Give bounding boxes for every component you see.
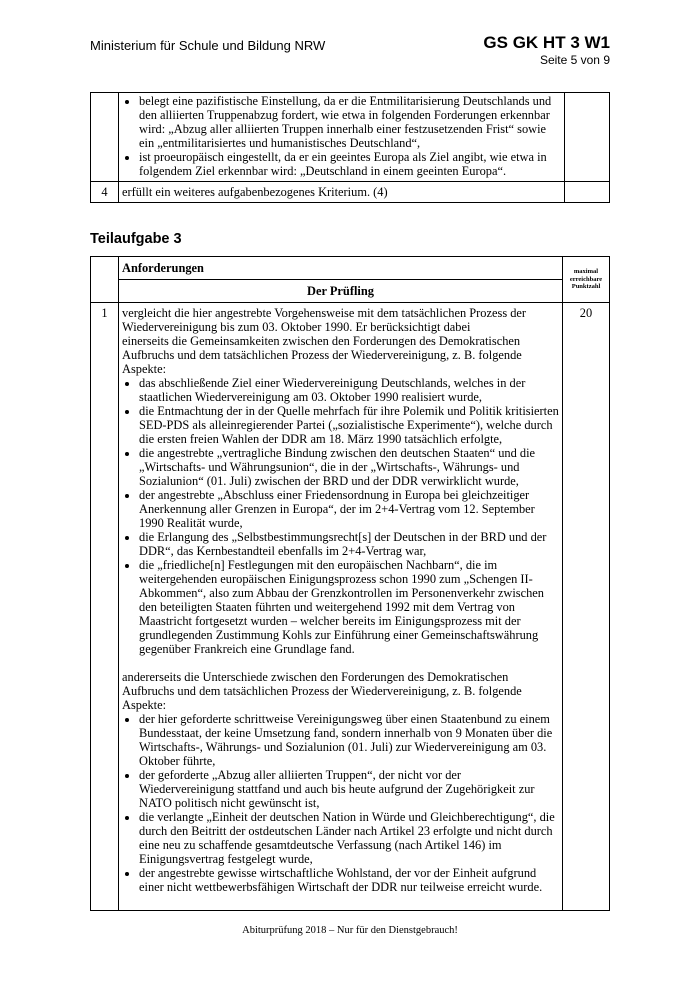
exam-code: GS GK HT 3 W1 [483,33,610,52]
table-header-row [91,257,610,280]
points-cell [565,182,610,203]
list-item: • das abschließende Ziel einer Wiedervereinigung Deutschlands, welches in der staatlichen Wiedervereinigung am 03. Oktober 1990 realisiert wurde, [139,376,559,404]
differences-list [122,712,559,894]
list-item: • belegt eine pazifistische Einstellung, da er die Entmilitarisierung Deutschlands und den alliierten Truppenabzug fordert, wie etwa in folgenden Forderungen erkennbar wird: „Abzug aller alliierten Truppen innerhalb einer festzusetzenden Frist“ sowie ein „entmilitarisiertes und humanistisches Deutschland“, [139,94,561,150]
list-item: • der geforderte „Abzug aller alliierten Truppen“, der nicht vor der Wiedervereinigung stattfand und auch bis heute aufgrund der Zugehörigkeit zur NATO politisch nicht gewünscht ist, [139,768,559,810]
ministry-name: Ministerium für Schule und Bildung NRW [90,38,326,53]
examinee-heading: Der Prüfling [119,280,563,303]
criteria-cell [119,93,565,182]
page-number: Seite 5 von 9 [539,53,610,67]
list-item: • der hier geforderte schrittweise Vereinigungsweg über einen Staatenbund zu einem Bundesstaat, der keine Umsetzung fand, sondern innerhalb von 9 Monaten über die Wirtschafts-, Währungs- und Sozialunion (01. Juli) zur Wiedervereinigung am 03. Oktober führte, [139,712,559,768]
similarities-intro: einerseits die Gemeinsamkeiten zwischen den Forderungen des Demokratischen Aufbruchs und dem tatsächlichen Prozess der Wiedervereinigung, z. B. folgende Aspekte: [122,334,522,376]
list-item: • der angestrebte gewisse wirtschaftliche Wohlstand, der vor der Einheit aufgrund einer nicht wettbewerbsfähigen Wirtschaft der DDR nur teilweise erreicht wurde. [139,866,559,894]
paragraph-spacer [122,656,559,670]
list-item: • ist proeuropäisch eingestellt, da er ein geeintes Europa als Ziel angibt, wie etwa in folgendem Ziel erkennbar wird: „Deutschland in einem geeinten Europa“. [139,150,561,178]
list-item: • die „friedliche[n] Festlegungen mit den europäischen Nachbarn“, die im weitergehenden europäischen Einigungsprozess schon 1990 zum „Schengen II-Abkommen“, also zum Abbau der Grenzkontrollen im Personenverkehr zwischen den beteiligten Staaten führten und weitergehend 1992 mit dem Vertrag von Maastricht fortgesetzt wurden – welcher bereits im Einigungsprozess mit der grundlegenden Zustimmung Kohls zur Einführung einer Gemeinschaftswährung gegenüber Frankreich eine Grundlage fand. [139,558,559,656]
intro-paragraph: vergleicht die hier angestrebte Vorgehensweise mit dem tatsächlichen Prozess der Wiedervereinigung bis zum 03. Oktober 1990. Er berücksichtigt dabei [122,306,527,334]
document-header [483,33,610,68]
section-title: Teilaufgabe 3 [90,231,182,247]
row-number: 4 [91,182,119,203]
footer-note: Abiturprüfung 2018 – Nur für den Dienstgebrauch! [242,925,458,936]
list-item: • die verlangte „Einheit der deutschen Nation in Würde und Gleichberechtigung“, die durch den Beitritt der ostdeutschen Länder nach Artikel 23 erfolgte und nicht durch eine neu zu schaffende gesamtdeutsche Verfassung (nach Artikel 146) im Einigungsvertrag festgelegt wurde, [139,810,559,866]
requirement-text-cell [119,303,563,911]
table-row [91,93,610,182]
criteria-list [122,94,561,178]
table-row [91,182,610,203]
row-number-cell [91,93,119,182]
criteria-table-continued [90,92,610,203]
requirements-heading: Anforderungen [119,257,563,280]
list-item: • die Entmachtung der in der Quelle mehrfach für ihre Polemik und Politik kritisierten SED-PDS als alleinregierender Partei („sozialistische Experimente“), welche durch die ersten freien Wahlen der DDR am 18. März 1990 tatsächlich erfolgte, [139,404,559,446]
differences-intro: andererseits die Unterschiede zwischen den Forderungen des Demokratischen Aufbruchs und dem tatsächlichen Prozess der Wiedervereinigung, z. B. folgende Aspekte: [122,670,522,712]
list-item: • die Erlangung des „Selbstbestimmungsrecht[s] der Deutschen in der BRD und der DDR“, das Kernbestandteil ebenfalls im 2+4-Vertrag war, [139,530,559,558]
criteria-text: erfüllt ein weiteres aufgabenbezogenes Kriterium. (4) [119,182,565,203]
list-item: • die angestrebte „vertragliche Bindung zwischen den deutschen Staaten“ und die „Wirtschafts- und Währungsunion“, die in der „Wirtschafts-, Währungs- und Sozialunion“ (01. Juli) zwischen der BRD und der DDR verwirklicht wurde, [139,446,559,488]
header-number-cell [91,257,119,303]
requirements-table [90,256,610,911]
table-row [91,303,610,911]
similarities-list [122,376,559,656]
row-number: 1 [91,303,119,911]
list-item: • der angestrebte „Abschluss einer Friedensordnung in Europa bei gleichzeitiger Anerkennung aller Grenzen in Europa“, der im 2+4-Vertrag vom 12. September 1990 Realität wurde, [139,488,559,530]
max-points-heading: maximal erreichbare Punktzahl [563,257,610,303]
points-cell [565,93,610,182]
max-points-value: 20 [563,303,610,911]
table-header-row [91,280,610,303]
